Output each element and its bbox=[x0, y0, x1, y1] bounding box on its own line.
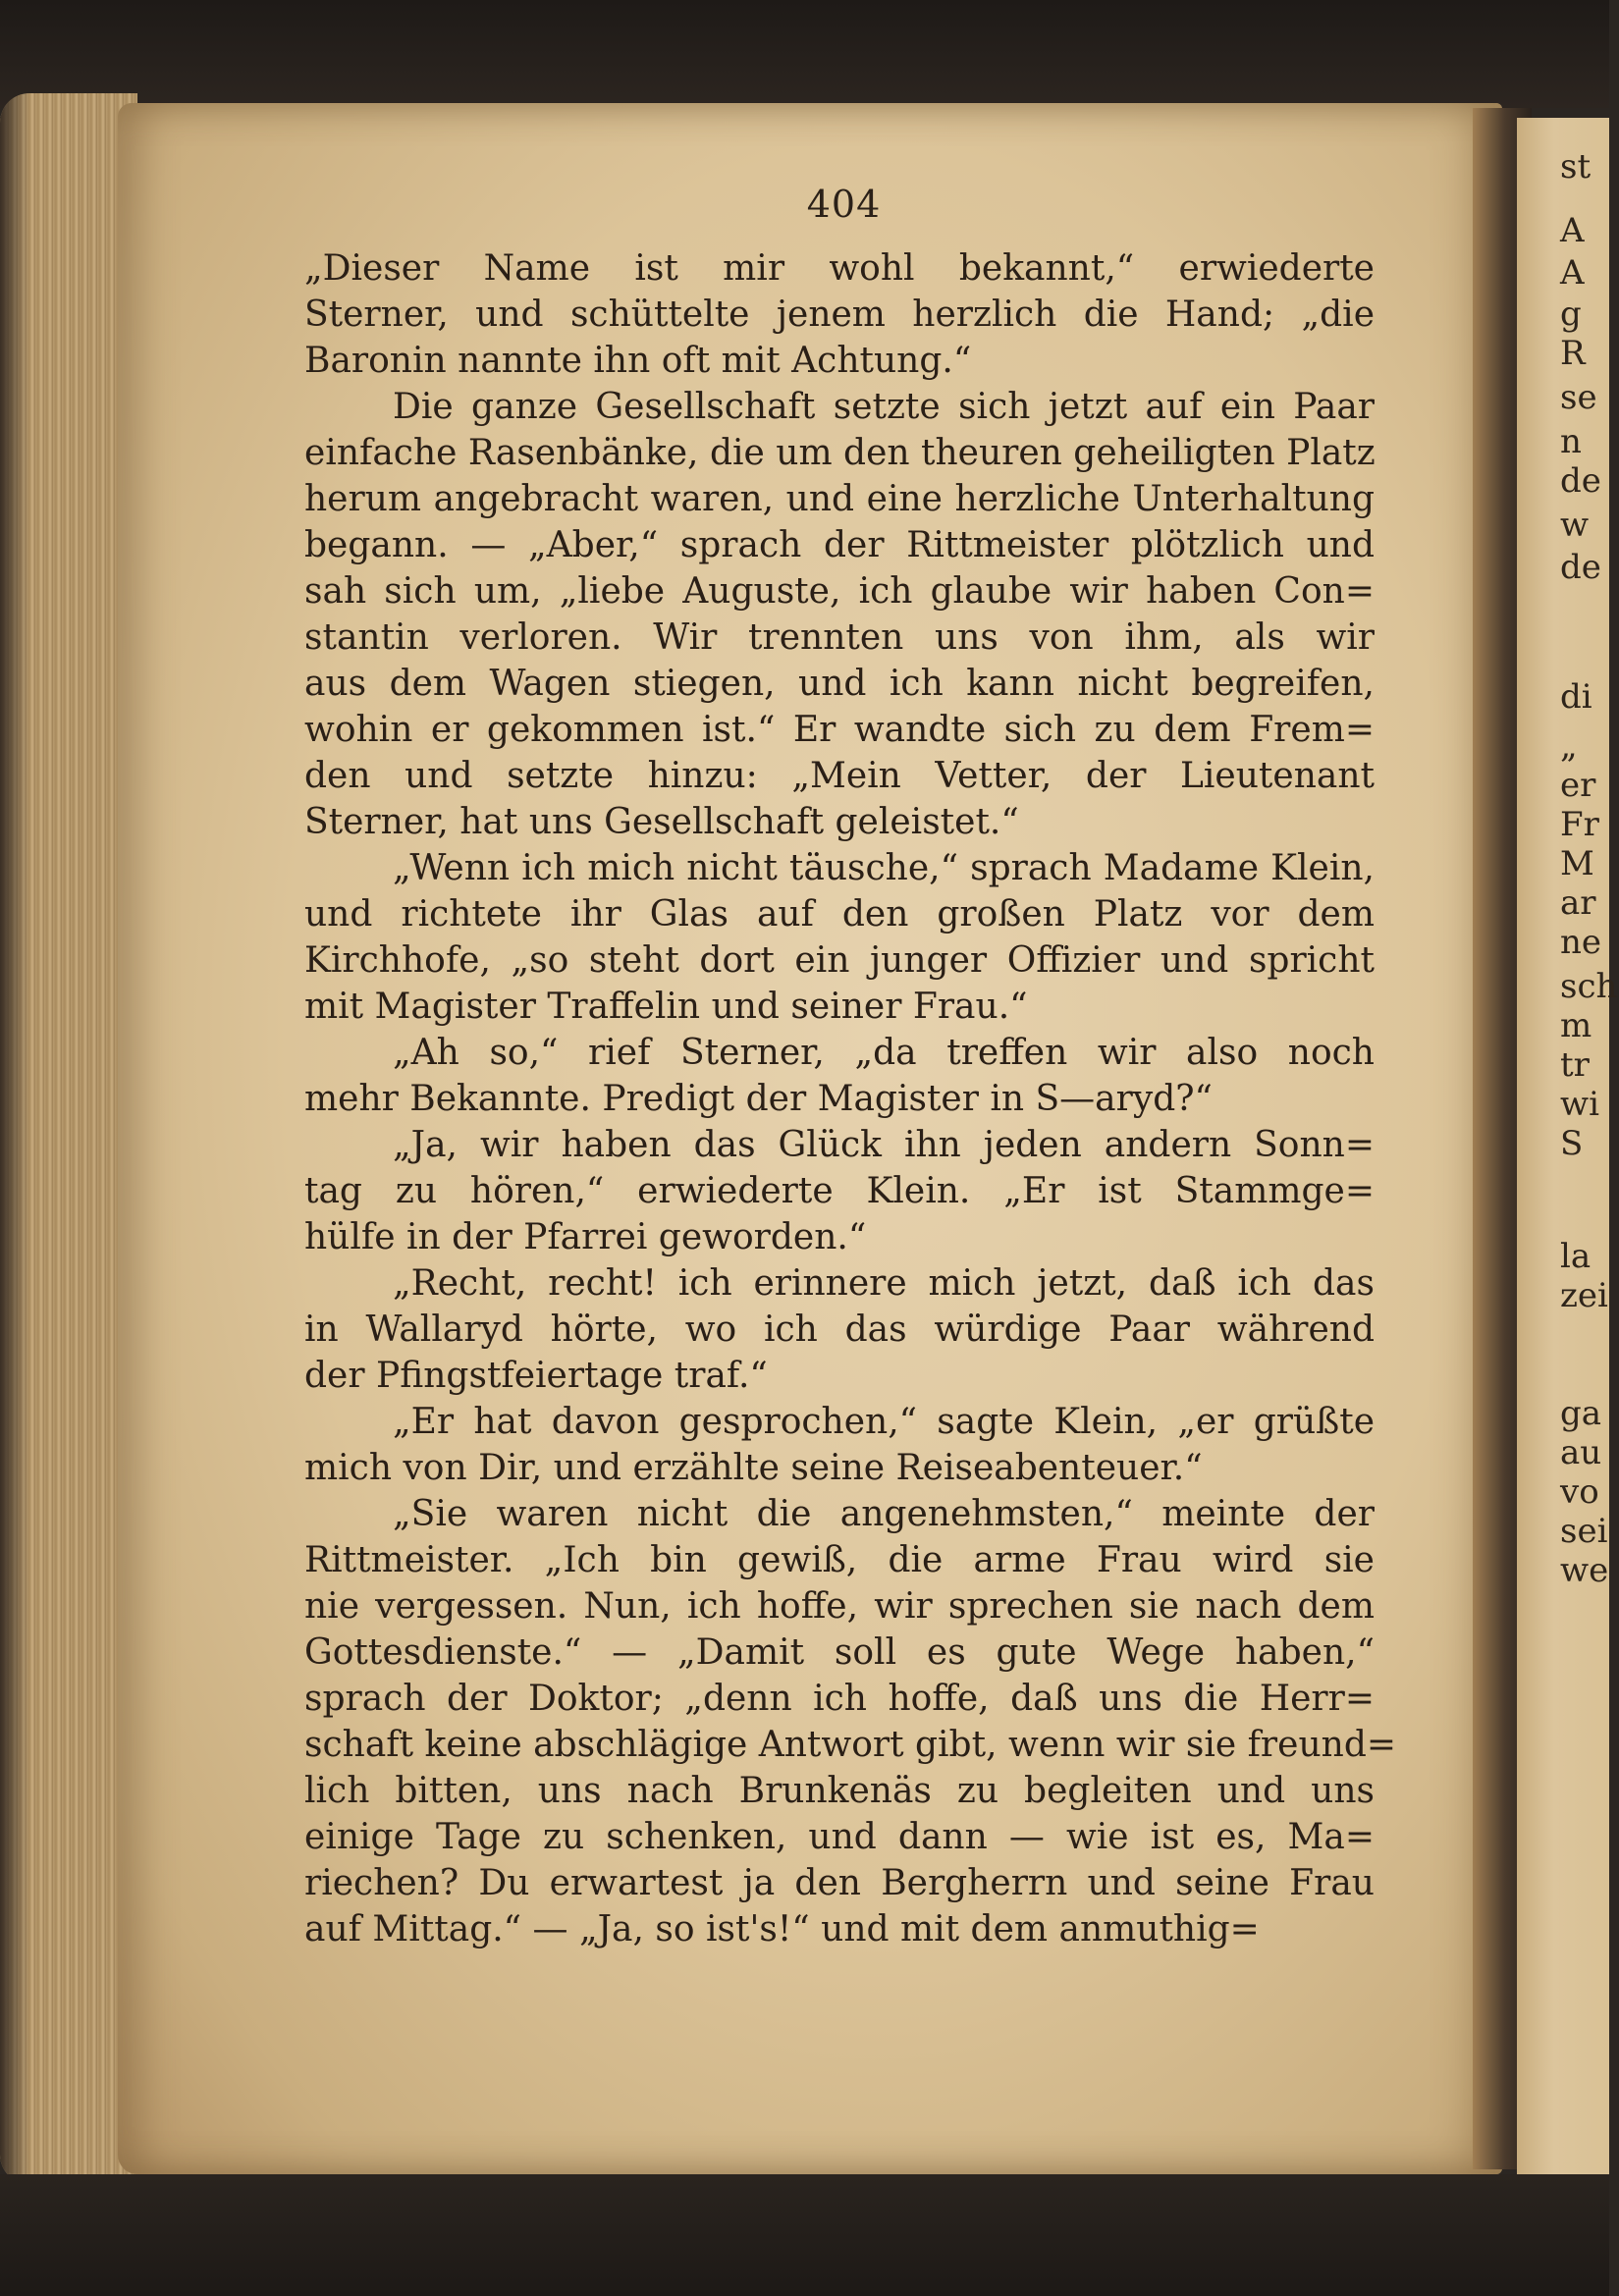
next-page-fragment: au bbox=[1560, 1433, 1602, 1472]
text-line: hülfe in der Pfarrei geworden.“ bbox=[304, 1217, 867, 1257]
book-cover-bottom bbox=[0, 2174, 1609, 2296]
next-page-fragment: wi bbox=[1560, 1085, 1599, 1124]
next-page-fragment: „ bbox=[1560, 726, 1578, 766]
text-line: Kirchhofe, „so steht dort ein junger Offizier und spricht bbox=[304, 940, 1375, 981]
text-line: „Ah so,“ rief Sterner, „da treffen wir also noch bbox=[393, 1033, 1375, 1073]
text-line: herum angebracht waren, und eine herzliche Unterhaltung bbox=[304, 479, 1375, 519]
next-page-fragment: Fr bbox=[1560, 805, 1599, 844]
next-page-fragment: ga bbox=[1560, 1394, 1602, 1433]
text-line: Die ganze Gesellschaft setzte sich jetzt auf ein Paar bbox=[393, 387, 1375, 427]
next-page-fragment: se bbox=[1560, 378, 1597, 417]
next-page-fragment: R bbox=[1560, 334, 1586, 373]
text-line: „Dieser Name ist mir wohl bekannt,“ erwiederte bbox=[304, 248, 1375, 289]
text-line: schaft keine abschlägige Antwort gibt, wenn wir sie freund= bbox=[304, 1725, 1397, 1765]
text-line: „Wenn ich mich nicht täusche,“ sprach Madame Klein, bbox=[393, 848, 1375, 888]
text-line: den und setzte hinzu: „Mein Vetter, der Lieutenant bbox=[304, 756, 1375, 796]
text-line: nie vergessen. Nun, ich hoffe, wir sprechen sie nach dem bbox=[304, 1586, 1375, 1627]
text-line: mehr Bekannte. Predigt der Magister in S—aryd?“ bbox=[304, 1079, 1213, 1119]
next-page-fragment: S bbox=[1560, 1124, 1584, 1163]
next-page-fragment: de bbox=[1560, 548, 1601, 587]
text-line: Rittmeister. „Ich bin gewiß, die arme Frau wird sie bbox=[304, 1540, 1375, 1580]
text-line: einige Tage zu schenken, und dann — wie ist es, Ma= bbox=[304, 1817, 1375, 1857]
next-page-fragment: m bbox=[1560, 1006, 1592, 1045]
text-line: Sterner, hat uns Gesellschaft geleistet.“ bbox=[304, 802, 1019, 842]
next-page-fragment: w bbox=[1560, 506, 1590, 545]
text-line: und richtete ihr Glas auf den großen Platz vor dem bbox=[304, 894, 1375, 934]
text-line: wohin er gekommen ist.“ Er wandte sich zu dem Frem= bbox=[304, 710, 1375, 750]
text-line: der Pfingstfeiertage traf.“ bbox=[304, 1356, 768, 1396]
text-line: stantin verloren. Wir trennten uns von ihm, als wir bbox=[304, 617, 1375, 658]
book-cover-top bbox=[0, 0, 1609, 108]
next-page-fragment: ar bbox=[1560, 883, 1596, 923]
next-page-fragment: st bbox=[1560, 147, 1592, 187]
text-line: „Sie waren nicht die angenehmsten,“ meinte der bbox=[393, 1494, 1375, 1534]
text-line: sah sich um, „liebe Auguste, ich glaube wir haben Con= bbox=[304, 571, 1375, 612]
text-line: sprach der Doktor; „denn ich hoffe, daß uns die Herr= bbox=[304, 1679, 1375, 1719]
page-text bbox=[304, 245, 1397, 1952]
next-page-fragment: A bbox=[1560, 253, 1585, 293]
text-line: auf Mittag.“ — „Ja, so ist's!“ und mit dem anmuthig= bbox=[304, 1909, 1260, 1949]
text-line: mit Magister Traffelin und seiner Frau.“ bbox=[304, 987, 1028, 1027]
text-line: einfache Rasenbänke, die um den theuren geheiligten Platz bbox=[304, 433, 1376, 473]
text-line: „Recht, recht! ich erinnere mich jetzt, daß ich das bbox=[393, 1263, 1375, 1304]
next-page-fragment: er bbox=[1560, 766, 1596, 805]
text-line: Gottesdienste.“ — „Damit soll es gute Wege haben,“ bbox=[304, 1632, 1375, 1673]
next-page-fragment: we bbox=[1560, 1551, 1609, 1590]
text-line: in Wallaryd hörte, wo ich das würdige Paar während bbox=[304, 1309, 1375, 1350]
text-line: lich bitten, uns nach Brunkenäs zu begleiten und uns bbox=[304, 1771, 1375, 1811]
next-page-sliver bbox=[1517, 118, 1618, 2179]
text-line: mich von Dir, und erzählte seine Reiseabenteuer.“ bbox=[304, 1448, 1203, 1488]
text-line: Baronin nannte ihn oft mit Achtung.“ bbox=[304, 341, 972, 381]
next-page-fragment: de bbox=[1560, 461, 1601, 501]
text-line: Sterner, und schüttelte jenem herzlich die Hand; „die bbox=[304, 294, 1375, 335]
text-line: tag zu hören,“ erwiederte Klein. „Er ist Stammge= bbox=[304, 1171, 1375, 1211]
text-line: aus dem Wagen stiegen, und ich kann nicht begreifen, bbox=[304, 664, 1375, 704]
next-page-fragment: A bbox=[1560, 211, 1585, 250]
next-page-fragment: M bbox=[1560, 844, 1594, 883]
next-page-fragment: sei bbox=[1560, 1512, 1608, 1551]
text-line: „Er hat davon gesprochen,“ sagte Klein, „er grüßte bbox=[393, 1402, 1375, 1442]
next-page-fragment: zei bbox=[1560, 1276, 1608, 1315]
next-page-fragment: tr bbox=[1560, 1045, 1590, 1085]
text-line: riechen? Du erwartest ja den Bergherrn und seine Frau bbox=[304, 1863, 1375, 1903]
page-number: 404 bbox=[806, 183, 882, 226]
next-page-fragment: vo bbox=[1560, 1472, 1599, 1512]
next-page-fragment: sch bbox=[1560, 967, 1618, 1006]
next-page-fragment: g bbox=[1560, 294, 1582, 334]
text-line: „Ja, wir haben das Glück ihn jeden andern Sonn= bbox=[393, 1125, 1375, 1165]
text-line: begann. — „Aber,“ sprach der Rittmeister plötzlich und bbox=[304, 525, 1375, 565]
next-page-fragment: la bbox=[1560, 1237, 1592, 1276]
next-page-fragment: ne bbox=[1560, 923, 1602, 962]
next-page-fragment: n bbox=[1560, 422, 1582, 461]
spine-shadow bbox=[0, 93, 29, 2184]
next-page-fragment: di bbox=[1560, 677, 1592, 717]
